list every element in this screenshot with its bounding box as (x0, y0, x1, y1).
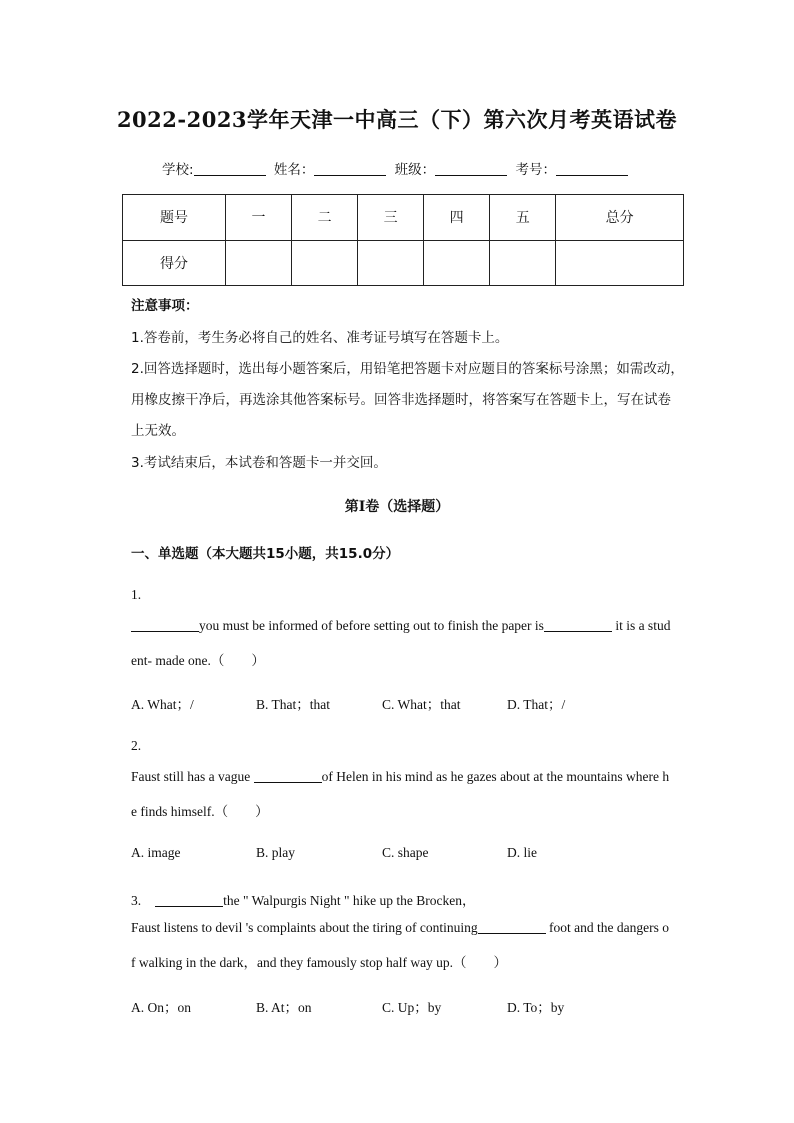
answer-blank (155, 893, 223, 907)
question-1-line-1 (131, 618, 670, 634)
question-2-text-b: of Helen in his mind as he gazes about at the mountains where h (321, 769, 670, 784)
school-blank (194, 161, 266, 176)
score-header-cell: 题号 (123, 195, 226, 241)
question-2-line-1 (131, 769, 669, 785)
option-d: D. That；/ (507, 697, 566, 712)
option-a: A. What；/ (131, 697, 194, 712)
notice-item-2-line-1: 2.回答选择题时，选出每小题答案后，用铅笔把答题卡对应题目的答案标号涂黑；如需改动， (131, 361, 684, 377)
question-3-line-3: f walking in the dark，and they famously stop half way up.（ ） (131, 955, 508, 970)
option-c: C. Up；by (382, 1000, 442, 1015)
question-2-number: 2. (131, 738, 142, 753)
score-header-cell: 三 (358, 195, 424, 241)
question-2-line-2: e finds himself.（ ） (131, 804, 269, 819)
question-2-text-a: Faust still has a vague (131, 769, 254, 784)
exam-no-label: 考号： (515, 162, 556, 178)
option-d: D. lie (507, 845, 537, 860)
score-cell (226, 240, 292, 286)
question-3-line-1 (131, 889, 476, 909)
score-header-cell: 五 (490, 195, 556, 241)
answer-blank (544, 618, 612, 632)
option-a: A. image (131, 845, 181, 860)
option-c: C. shape (382, 845, 429, 860)
question-3-text-2a: Faust listens to devil 's complaints about the tiring of continuing (131, 920, 478, 935)
question-1-text-b: it is a stud (611, 618, 671, 633)
question-3-number: 3. (131, 893, 142, 908)
score-table-header-row (123, 195, 684, 241)
option-c: C. What；that (382, 697, 461, 712)
part-title: 一、单选题（本大题共15小题，共15.0分） (131, 546, 400, 562)
score-row-label: 得分 (123, 240, 226, 286)
score-table (122, 194, 684, 286)
question-3-text-2b: foot and the dangers o (545, 920, 669, 935)
score-header-cell: 总分 (556, 195, 684, 241)
name-blank (314, 161, 386, 176)
question-3-line-2 (131, 920, 669, 936)
score-header-cell: 四 (424, 195, 490, 241)
class-blank (435, 161, 507, 176)
exam-no-blank (556, 161, 628, 176)
score-cell (292, 240, 358, 286)
notice-heading: 注意事项： (131, 298, 199, 314)
score-table-score-row (123, 240, 684, 286)
notice-item-1: 1.答卷前，考生务必将自己的姓名、准考证号填写在答题卡上。 (131, 330, 509, 346)
option-b: B. At；on (256, 1000, 312, 1015)
score-cell (490, 240, 556, 286)
school-label: 学校: (162, 162, 194, 178)
answer-blank (131, 618, 199, 632)
score-header-cell: 二 (292, 195, 358, 241)
question-1-number: 1. (131, 587, 142, 602)
score-cell (424, 240, 490, 286)
answer-blank (478, 920, 546, 934)
notice-item-2-line-3: 上无效。 (131, 423, 185, 439)
notice-item-3: 3.考试结束后，本试卷和答题卡一并交回。 (131, 455, 387, 471)
option-b: B. That；that (256, 697, 330, 712)
option-a: A. On；on (131, 1000, 191, 1015)
question-1-line-2: ent- made one.（ ） (131, 653, 265, 668)
section-title: 第I卷（选择题） (344, 499, 450, 515)
notice-item-2-line-2: 用橡皮擦干净后，再选涂其他答案标号。回答非选择题时，将答案写在答题卡上，写在试卷 (131, 392, 671, 408)
score-header-cell: 一 (226, 195, 292, 241)
score-cell (358, 240, 424, 286)
option-b: B. play (256, 845, 295, 860)
score-cell (556, 240, 684, 286)
question-1-text-a: you must be informed of before setting out to finish the paper is (199, 618, 544, 633)
answer-blank (254, 769, 322, 783)
name-label: 姓名： (273, 162, 315, 178)
exam-title: 2022-2023学年天津一中高三（下）第六次月考英语试卷 (116, 107, 678, 132)
option-d: D. To；by (507, 1000, 565, 1015)
question-3-text-b: the " Walpurgis Night " hike up the Brocken， (223, 893, 476, 908)
student-info-line (0, 158, 794, 178)
class-label: 班级： (394, 162, 436, 178)
